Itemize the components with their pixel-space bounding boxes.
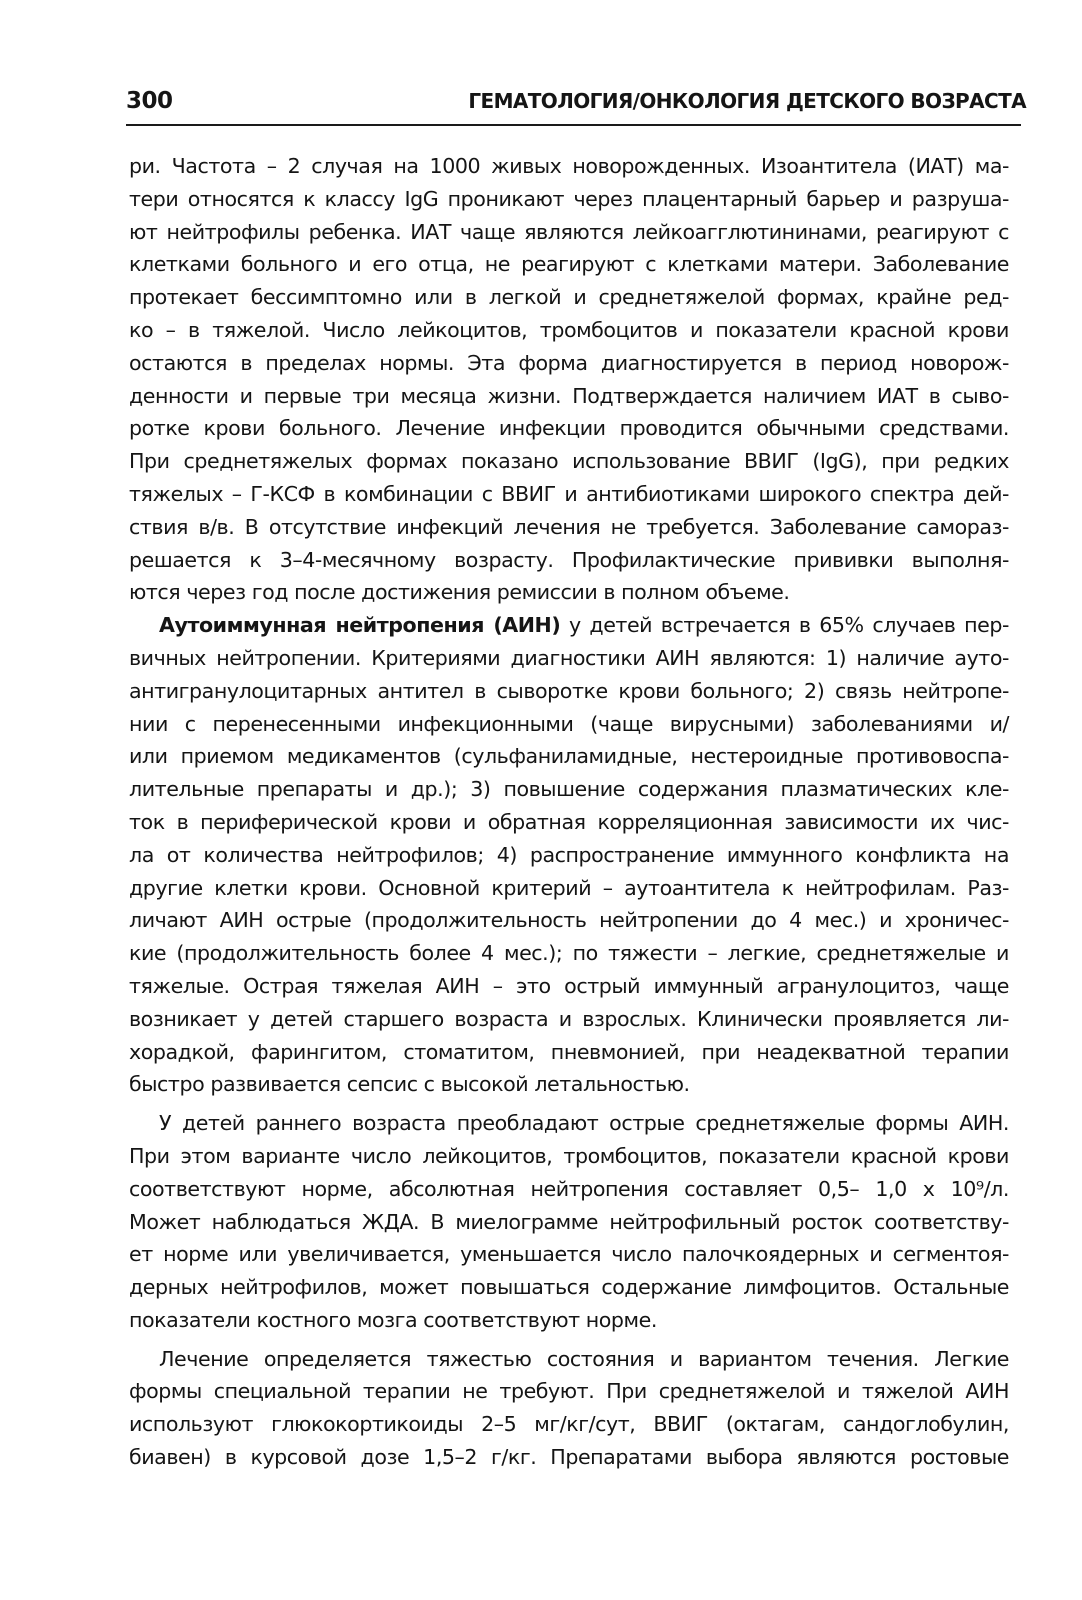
text-line: хорадкой, фарингитом, стоматитом, пневмонией, при неадекватной терапии bbox=[129, 1039, 1009, 1064]
text-line: формы специальной терапии не требуют. При среднетяжелой и тяжелой АИН bbox=[129, 1379, 1009, 1404]
text-run: у детей встречается в 65% случаев пер- bbox=[560, 613, 1009, 638]
text-line: ствия в/в. В отсутствие инфекций лечения не требуется. Заболевание самораз- bbox=[129, 514, 1009, 539]
text-line: ла от количества нейтрофилов; 4) распространение иммунного конфликта на bbox=[129, 842, 1009, 867]
text-line: тери относятся к классу IgG проникают через плацентарный барьер и разруша- bbox=[129, 186, 1009, 211]
text-line: Лечение определяется тяжестью состояния и вариантом течения. Легкие bbox=[159, 1346, 1009, 1371]
text-line: ет норме или увеличивается, уменьшается число палочкоядерных и сегментоя- bbox=[129, 1242, 1009, 1267]
text-line: дерных нейтрофилов, может повышаться содержание лимфоцитов. Остальные bbox=[129, 1275, 1009, 1300]
text-line: показатели костного мозга соответствуют норме. bbox=[129, 1307, 657, 1332]
text-line: ротке крови больного. Лечение инфекции проводится обычными средствами. bbox=[129, 416, 1009, 441]
body-text bbox=[129, 150, 1009, 1474]
running-title: ГЕМАТОЛОГИЯ/ОНКОЛОГИЯ ДЕТСКОГО ВОЗРАСТА bbox=[468, 89, 1026, 113]
text-line: вичных нейтропении. Критериями диагностики АИН являются: 1) наличие ауто- bbox=[129, 645, 1009, 670]
text-line: остаются в пределах нормы. Эта форма диагностируется в период новорож- bbox=[129, 350, 1009, 375]
text-line: ри. Частота – 2 случая на 1000 живых новорожденных. Изоантитела (ИАТ) ма- bbox=[129, 154, 1009, 178]
bold-term-aih: Аутоиммунная нейтропения (АИН) bbox=[159, 613, 561, 638]
paragraph-3 bbox=[129, 1107, 1009, 1337]
paragraph-4 bbox=[129, 1343, 1009, 1474]
page-number: 300 bbox=[126, 88, 173, 114]
text-line: ко – в тяжелой. Число лейкоцитов, тромбоцитов и показатели красной крови bbox=[129, 317, 1009, 342]
text-line: другие клетки крови. Основной критерий – аутоантитела к нейтрофилам. Раз- bbox=[129, 875, 1009, 900]
text-line: биавен) в курсовой дозе 1,5–2 г/кг. Препаратами выбора являются ростовые bbox=[129, 1445, 1009, 1470]
text-line: денности и первые три месяца жизни. Подтверждается наличием ИАТ в сыво- bbox=[129, 383, 1009, 408]
text-line: используют глюкокортикоиды 2–5 мг/кг/сут, ВВИГ (октагам, сандоглобулин, bbox=[129, 1412, 1009, 1437]
text-line: решается к 3–4-месячному возрасту. Профилактические прививки выполня- bbox=[129, 547, 1009, 572]
text-line: личают АИН острые (продолжительность нейтропении до 4 мес.) и хроничес- bbox=[129, 908, 1009, 933]
text-line: ются через год после достижения ремиссии в полном объеме. bbox=[129, 580, 790, 605]
text-line: тяжелые. Острая тяжелая АИН – это острый иммунный агранулоцитоз, чаще bbox=[129, 973, 1009, 998]
text-line: антигранулоцитарных антител в сыворотке крови больного; 2) связь нейтропе- bbox=[129, 678, 1009, 703]
text-line: клетками больного и его отца, не реагируют с клетками матери. Заболевание bbox=[129, 252, 1009, 277]
text-line: быстро развивается сепсис с высокой летальностью. bbox=[129, 1072, 690, 1097]
text-line: При среднетяжелых формах показано использование ВВИГ (IgG), при редких bbox=[129, 449, 1009, 474]
text-line: или приемом медикаментов (сульфаниламидные, нестероидные противовоспа- bbox=[129, 744, 1009, 769]
text-line: При этом варианте число лейкоцитов, тромбоцитов, показатели красной крови bbox=[129, 1143, 1009, 1168]
text-line: ют нейтрофилы ребенка. ИАТ чаще являются лейкоагглютининами, реагируют с bbox=[129, 219, 1009, 244]
text-line: лительные препараты и др.); 3) повышение содержания плазматических кле- bbox=[129, 777, 1009, 802]
text-line: кие (продолжительность более 4 мес.); по тяжести – легкие, среднетяжелые и bbox=[129, 941, 1009, 966]
header-rule bbox=[126, 124, 1021, 126]
text-line: протекает бессимптомно или в легкой и среднетяжелой формах, крайне ред- bbox=[129, 285, 1009, 310]
text-line: возникает у детей старшего возраста и взрослых. Клинически проявляется ли- bbox=[129, 1006, 1009, 1031]
text-line: нии с перенесенными инфекционными (чаще вирусными) заболеваниями и/ bbox=[129, 711, 1009, 736]
text-line bbox=[129, 609, 1009, 642]
text-line: ток в периферической крови и обратная корреляционная зависимости их чис- bbox=[129, 809, 1009, 834]
paragraph-1 bbox=[129, 150, 1009, 609]
page-header bbox=[126, 88, 1026, 128]
text-line: тяжелых – Г-КСФ в комбинации с ВВИГ и антибиотиками широкого спектра дей- bbox=[129, 481, 1009, 506]
text-line: соответствуют норме, абсолютная нейтропения составляет 0,5– 1,0 x 10⁹/л. bbox=[129, 1176, 1009, 1201]
paragraph-2 bbox=[129, 609, 1009, 1101]
text-line: У детей раннего возраста преобладают острые среднетяжелые формы АИН. bbox=[159, 1111, 1009, 1136]
text-line: Может наблюдаться ЖДА. В миелограмме нейтрофильный росток соответству- bbox=[129, 1209, 1009, 1234]
